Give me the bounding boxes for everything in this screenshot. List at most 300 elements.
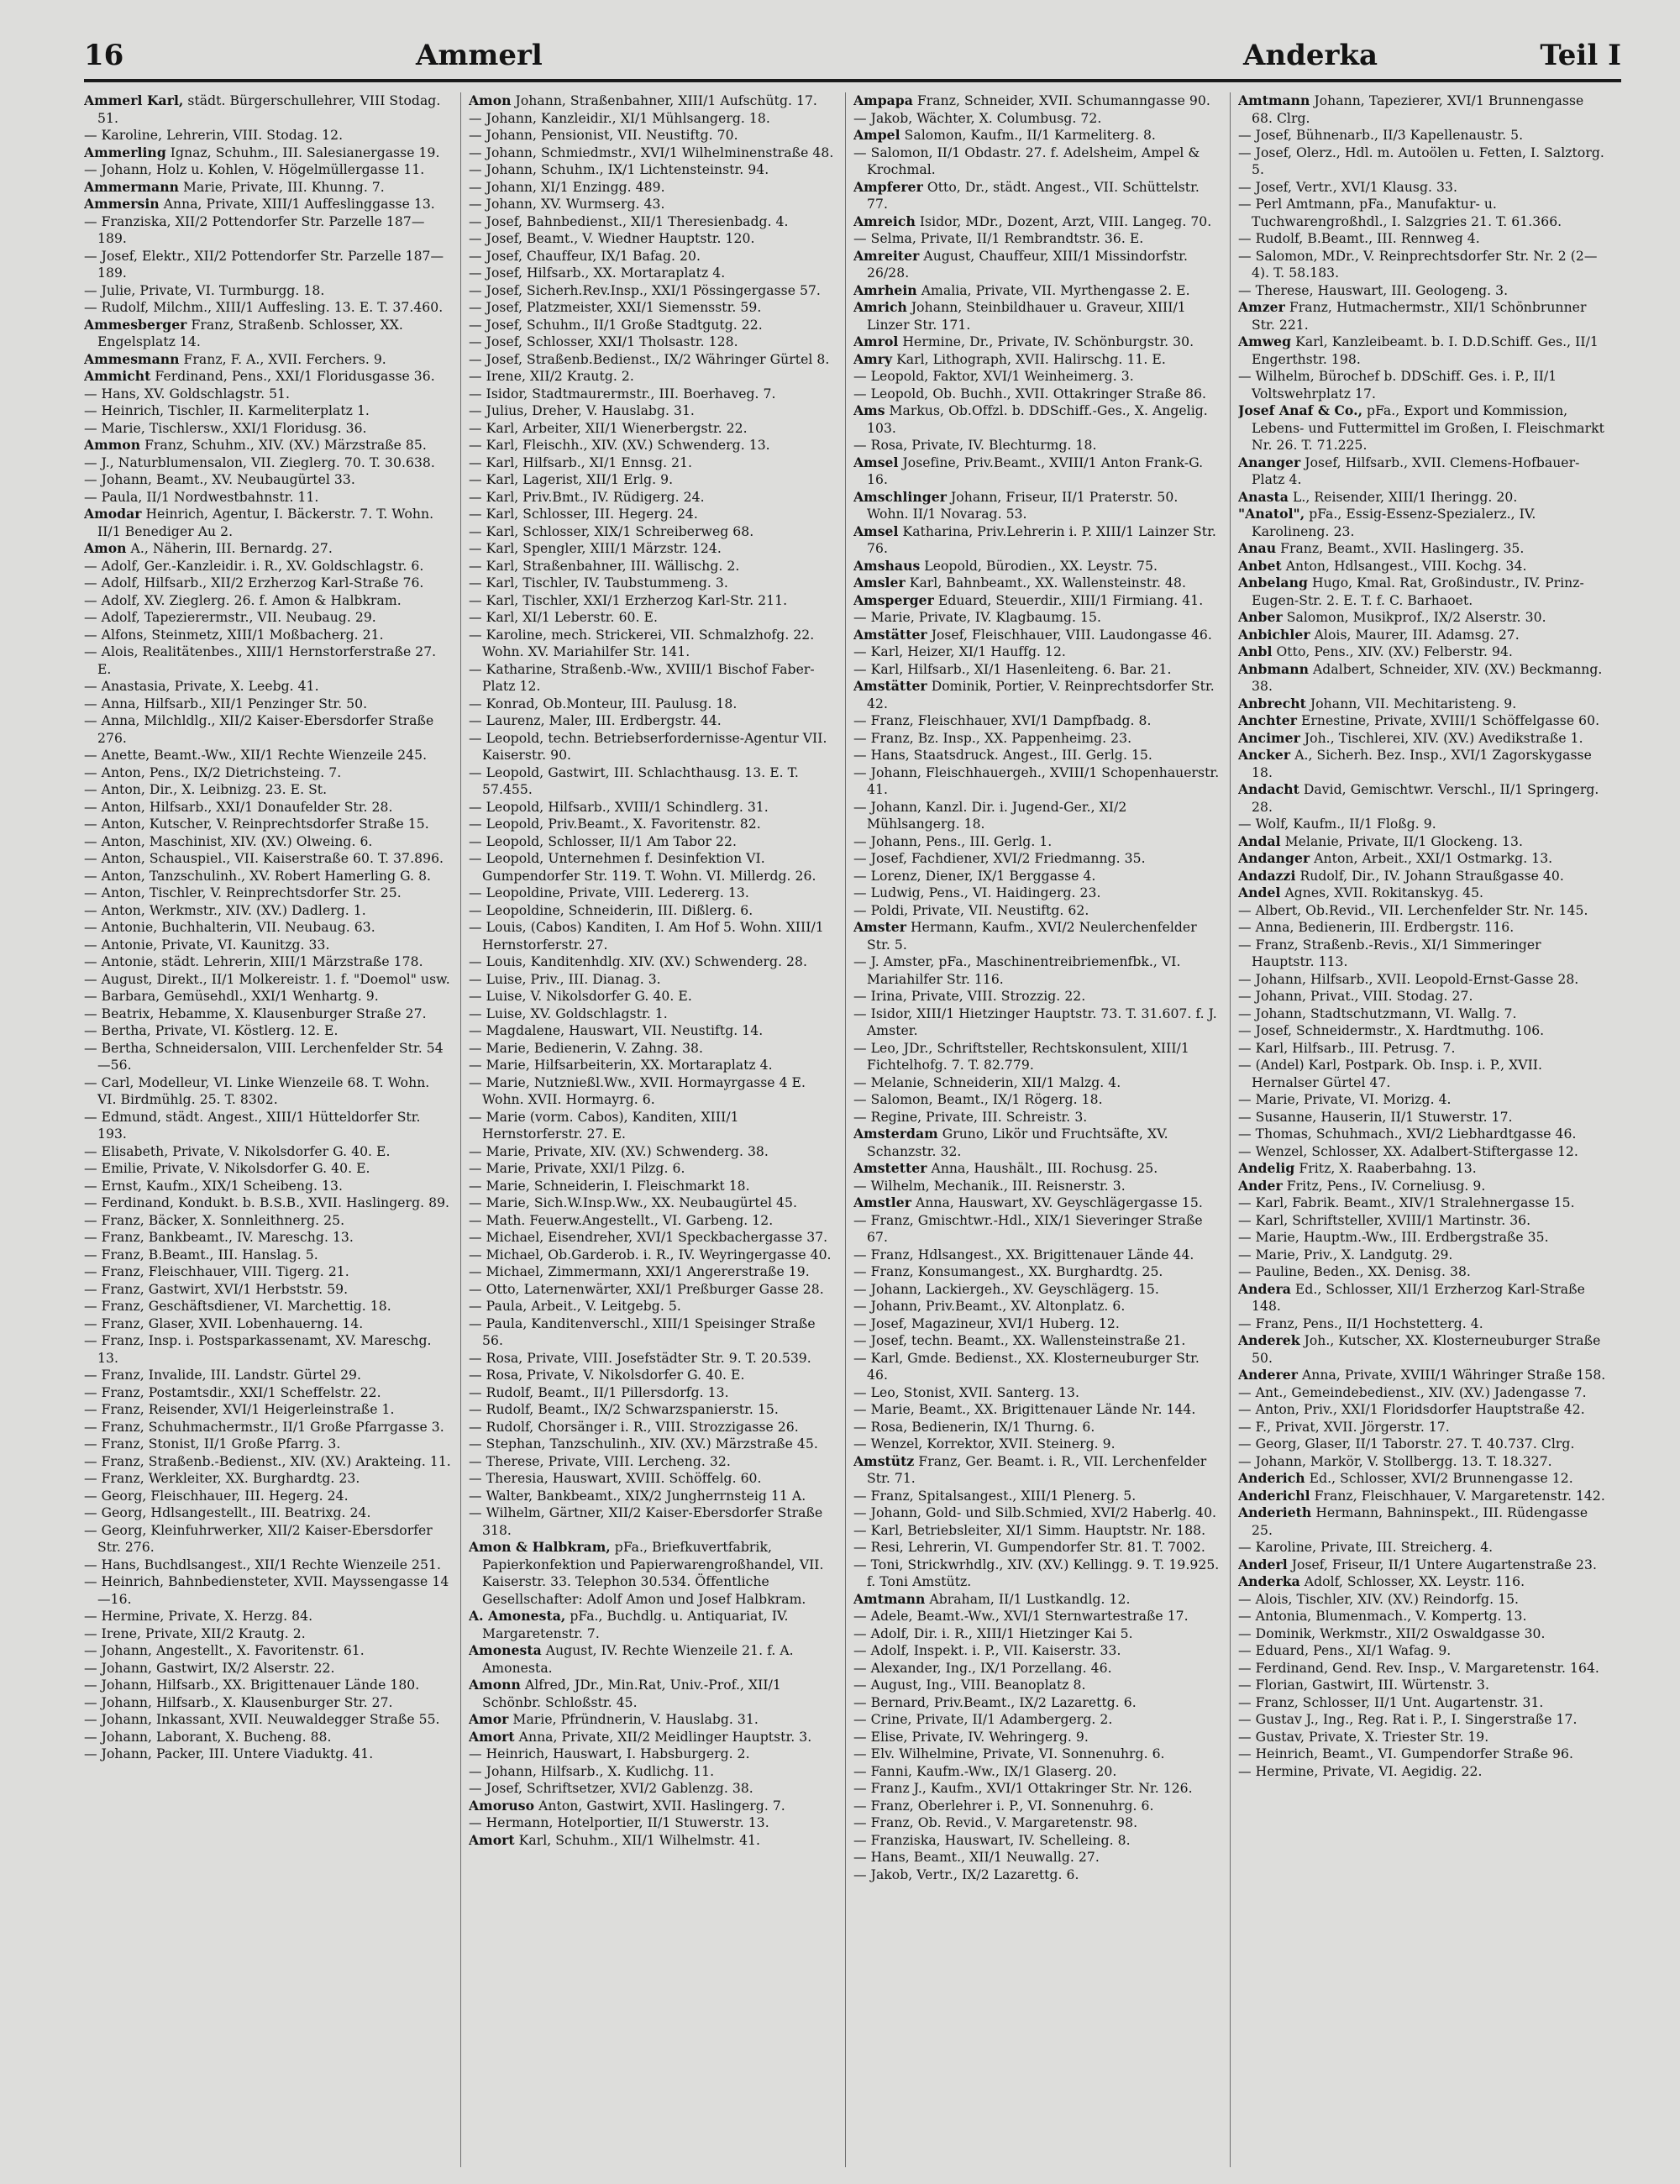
directory-entry (1238, 781, 1606, 816)
directory-entry (1238, 833, 1606, 851)
entry-details: — Johann, Kanzleidir., XI/1 Mühlsangerg. 18. (469, 110, 770, 126)
entry-details: Johann, Tapezierer, XVI/1 Brunnengasse 68. Clrg. (1252, 93, 1584, 126)
entry-details: — Leo, Stonist, XVII. Santerg. 13. (853, 1384, 1079, 1400)
directory-entry (469, 1832, 837, 1850)
entry-details: — Anton, Maschinist, XIV. (XV.) Olweing. 6. (84, 833, 373, 849)
directory-entry (853, 661, 1221, 679)
directory-entry (1238, 540, 1606, 558)
entry-surname: Amstetter (853, 1160, 927, 1176)
directory-entry (84, 609, 452, 627)
entry-details: — Anton, Pens., IX/2 Dietrichsteing. 7. (84, 764, 342, 780)
directory-entry (853, 230, 1221, 248)
entry-details: — Leopold, Ob. Buchh., XVII. Ottakringer Straße 86. (853, 386, 1207, 402)
entry-details: — Emilie, Private, V. Nikolsdorfer G. 40. E. (84, 1161, 370, 1176)
directory-entry (469, 971, 837, 989)
entry-details: — Albert, Ob.Revid., VII. Lerchenfelder Str. Nr. 145. (1238, 902, 1588, 918)
directory-entry (84, 1005, 452, 1023)
directory-entry (853, 1126, 1221, 1160)
directory-entry (84, 386, 452, 403)
directory-entry (469, 833, 837, 851)
entry-surname: Amort (469, 1831, 515, 1848)
directory-entry (84, 1625, 452, 1643)
entry-details: — Theresia, Hauswart, XVIII. Schöffelg. 60. (469, 1471, 762, 1486)
entry-details: — Johann, Stadtschutzmann, VI. Wallg. 7. (1238, 1005, 1517, 1021)
entry-details: Ed., Schlosser, XII/1 Erzherzog Karl-Straße 148. (1252, 1281, 1585, 1314)
entry-details: — Michael, Eisendreher, XVI/1 Speckbachergasse 37. (469, 1230, 828, 1245)
directory-entry (84, 764, 452, 782)
directory-entry (853, 144, 1221, 179)
entry-details: — Adolf, Inspekt. i. P., VII. Kaiserstr. 33. (853, 1643, 1121, 1658)
directory-entry (84, 489, 452, 507)
entry-details: — Leopold, Hilfsarb., XVIII/1 Schindlerg. 31. (469, 799, 769, 815)
entry-details: städt. Bürgerschullehrer, VIII Stodag. 51. (97, 93, 441, 126)
entry-details: — Poldi, Private, VII. Neustiftg. 62. (853, 902, 1089, 918)
directory-entry (469, 333, 837, 351)
left-keyword: Ammerl (416, 39, 543, 72)
directory-entry (853, 730, 1221, 748)
directory-entry (1238, 1470, 1606, 1488)
entry-details: — Toni, Strickwrhdlg., XIV. (XV.) Kellingg. 9. T. 19.925. f. Toni Amstütz. (853, 1557, 1220, 1589)
directory-entry (469, 558, 837, 575)
entry-details: — Leo, JDr., Schriftsteller, Rechtskonsulent, XIII/1 Fichtelhofg. 7. T. 82.779. (853, 1040, 1189, 1073)
entry-details: — Marie, Tischlersw., XXI/1 Floridusg. 36. (84, 420, 367, 436)
entry-details: Katharina, Priv.Lehrerin i. P. XIII/1 Lainzer Str. 76. (867, 523, 1216, 556)
entry-details: — Hans, Beamt., XII/1 Neuwallg. 27. (853, 1850, 1100, 1865)
entry-details: — Josef, Sicherh.Rev.Insp., XXI/1 Pössingergasse 57. (469, 282, 821, 298)
entry-surname: Anasta (1238, 488, 1289, 505)
entry-surname: Amonesta (469, 1642, 542, 1658)
entry-details: — Heinrich, Hauswart, I. Habsburgerg. 2. (469, 1746, 750, 1761)
directory-entry (469, 144, 837, 162)
directory-entry (853, 919, 1221, 953)
directory-entry (1238, 127, 1606, 144)
directory-entry (84, 1608, 452, 1625)
directory-entry (84, 1298, 452, 1315)
directory-entry (84, 833, 452, 851)
entry-details: — Therese, Private, VIII. Lercheng. 32. (469, 1453, 731, 1469)
entry-details: — Antonie, städt. Lehrerin, XIII/1 Märzstraße 178. (84, 954, 423, 969)
directory-entry (469, 1298, 837, 1315)
entry-details: — Rudolf, Chorsänger i. R., VIII. Strozzigasse 26. (469, 1419, 799, 1435)
entry-details: Franz, Beamt., XVII. Haslingerg. 35. (1276, 541, 1525, 556)
entry-details: Anna, Private, XVIII/1 Währinger Straße 158. (1297, 1368, 1606, 1383)
directory-entry (84, 1642, 452, 1660)
directory-entry (469, 953, 837, 971)
entry-details: — Karl, XI/1 Leberstr. 60. E. (469, 610, 658, 625)
entry-details: — Beatrix, Hebamme, X. Klausenburger Straße 27. (84, 1005, 427, 1021)
directory-entry (469, 1642, 837, 1677)
entry-details: — Franz, Spitalsangest., XIII/1 Plenerg. 5. (853, 1488, 1137, 1504)
directory-entry (84, 196, 452, 213)
entry-details: — Johann, Hilfsarb., XVII. Leopold-Ernst-Gasse 28. (1238, 971, 1579, 987)
entry-details: — Johann, Markör, V. Stollbergg. 13. T. 18.327. (1238, 1453, 1552, 1469)
entry-details: — Johann, Pensionist, VII. Neustiftg. 70. (469, 128, 738, 143)
entry-details: — Alois, Tischler, XIV. (XV.) Reindorfg. 15. (1238, 1591, 1520, 1607)
entry-details: Fritz, Pens., IV. Corneliusg. 9. (1282, 1178, 1486, 1194)
column-3 (853, 92, 1221, 2167)
entry-surname: Ammesmann (84, 350, 180, 367)
directory-entry (469, 1194, 837, 1212)
directory-entry (469, 368, 837, 386)
directory-entry (1238, 730, 1606, 748)
entry-details: — Johann, Schmiedmstr., XVI/1 Wilhelminenstraße 48. (469, 144, 834, 160)
entry-details: — Johann, Fleischhauergeh., XVIII/1 Schopenhauerstr. 41. (853, 764, 1220, 797)
directory-entry (1238, 1022, 1606, 1040)
directory-entry (1238, 1057, 1606, 1091)
entry-details: — Johann, Pens., III. Gerlg. 1. (853, 833, 1053, 849)
entry-details: — (Andel) Karl, Postpark. Ob. Insp. i. P., XVII. Hernalser Gürtel 47. (1238, 1058, 1543, 1090)
entry-details: Alfred, JDr., Min.Rat, Univ.-Prof., XII/1 Schönbr. Schloßstr. 45. (482, 1677, 781, 1710)
directory-entry (1238, 1591, 1606, 1609)
directory-entry (469, 248, 837, 265)
directory-entry (469, 506, 837, 523)
entry-details: Otto, Pens., XIV. (XV.) Felberstr. 94. (1272, 644, 1513, 659)
directory-entry (469, 1178, 837, 1195)
entry-surname: Ams (853, 402, 885, 418)
directory-entry (84, 1212, 452, 1230)
entry-surname: Amschlinger (853, 488, 947, 505)
entry-details: — Laurenz, Maler, III. Erdbergstr. 44. (469, 713, 722, 728)
directory-entry (469, 127, 837, 144)
directory-entry (1238, 1573, 1606, 1591)
entry-details: — Johann, Lackiergeh., XV. Geyschlägerg. 15. (853, 1281, 1159, 1297)
entry-details: Heinrich, Agentur, I. Bäckerstr. 7. T. Wohn. II/1 Benediger Au 2. (97, 507, 434, 539)
entry-details: Johann, VII. Mechitaristeng. 9. (1305, 696, 1517, 711)
entry-surname: Amodar (84, 506, 142, 522)
directory-entry (1238, 1557, 1606, 1574)
directory-entry (84, 627, 452, 644)
directory-entry (853, 1522, 1221, 1540)
directory-entry (1238, 885, 1606, 902)
entry-details: Franz, Schneider, XVII. Schumanngasse 90. (912, 93, 1210, 108)
entry-surname: Amstätter (853, 626, 927, 643)
entry-details: — Anna, Hilfsarb., XII/1 Penzinger Str. 50. (84, 696, 368, 711)
directory-entry (853, 1281, 1221, 1299)
directory-entry (469, 1160, 837, 1178)
directory-entry (84, 1660, 452, 1677)
directory-entry (1238, 179, 1606, 197)
directory-entry (469, 540, 837, 558)
directory-entry (84, 402, 452, 420)
directory-entry (853, 1866, 1221, 1884)
entry-details: Karl, Schuhm., XII/1 Wilhelmstr. 41. (514, 1832, 761, 1848)
directory-entry (469, 282, 837, 300)
entry-details: Alois, Maurer, III. Adamsg. 27. (1310, 627, 1520, 643)
entry-details: — J., Naturblumensalon, VII. Zieglerg. 70. T. 30.638. (84, 454, 435, 470)
directory-entry (84, 1573, 452, 1608)
entry-details: — Magdalene, Hauswart, VII. Neustiftg. 14. (469, 1023, 764, 1038)
entry-details: — Thomas, Schuhmach., XVI/2 Liebhardtgasse 46. (1238, 1126, 1577, 1142)
directory-entry (1238, 1367, 1606, 1384)
entry-details: — Georg, Hdlsangestellt., III. Beatrixg. 24. (84, 1505, 371, 1520)
entry-surname: Amreiter (853, 247, 920, 264)
directory-entry (853, 609, 1221, 627)
entry-details: — Crine, Private, II/1 Adambergerg. 2. (853, 1712, 1113, 1727)
directory-entry (853, 885, 1221, 902)
entry-surname: Ancker (1238, 747, 1291, 763)
entry-details: — Hermine, Private, VI. Aegidig. 22. (1238, 1763, 1483, 1779)
directory-entry (853, 712, 1221, 730)
directory-entry (1238, 92, 1606, 127)
entry-details: — Otto, Laternenwärter, XXI/1 Preßburger Gasse 28. (469, 1281, 824, 1297)
entry-details: — Fanni, Kaufm.-Ww., IX/1 Glaserg. 20. (853, 1763, 1117, 1779)
entry-surname: Ammerling (84, 144, 166, 160)
entry-surname: Amry (853, 350, 893, 367)
entry-details: — Leopold, Schlosser, II/1 Am Tabor 22. (469, 833, 737, 849)
entry-details: — Franz, Bz. Insp., XX. Pappenheimg. 23. (853, 730, 1132, 746)
entry-details: — Karl, Spengler, XIII/1 Märzstr. 124. (469, 541, 722, 556)
entry-details: Franz, Hutmachermstr., XII/1 Schönbrunner Str. 221. (1252, 300, 1587, 333)
entry-details: — Elise, Private, IV. Wehringerg. 9. (853, 1729, 1089, 1745)
entry-details: — Rosa, Private, V. Nikolsdorfer G. 40. E. (469, 1368, 745, 1383)
entry-details: — Anton, Tanzschulinh., XV. Robert Hamerling G. 8. (84, 868, 432, 884)
directory-entry (469, 1005, 837, 1023)
entry-surname: Ampapa (853, 92, 913, 108)
directory-entry (853, 764, 1221, 799)
directory-entry (84, 1229, 452, 1247)
directory-entry (84, 1557, 452, 1574)
entry-surname: A. Amonesta, (469, 1608, 566, 1624)
directory-entry (469, 712, 837, 730)
entry-surname: Amort (469, 1728, 515, 1745)
entry-surname: Amoruso (469, 1797, 535, 1814)
entry-surname: Amrhein (853, 281, 917, 298)
entry-surname: Andacht (1238, 781, 1299, 797)
directory-entry (84, 678, 452, 696)
entry-details: — Walter, Bankbeamt., XIX/2 Jungherrnsteig 11 A. (469, 1488, 806, 1504)
directory-entry (469, 1729, 837, 1746)
directory-entry (853, 1694, 1221, 1712)
directory-entry (469, 161, 837, 179)
entry-details: — Adolf, Tapezierermstr., VII. Neubaug. 29. (84, 610, 376, 625)
entry-details: — Marie, Private, XIV. (XV.) Schwenderg. 38. (469, 1143, 769, 1159)
directory-entry (84, 592, 452, 610)
entry-details: — Rosa, Private, VIII. Josefstädter Str. 9. T. 20.539. (469, 1350, 811, 1366)
directory-entry (853, 1298, 1221, 1315)
entry-details: — Rudolf, Milchm., XIII/1 Auffesling. 13. E. T. 37.460. (84, 300, 444, 315)
entry-details: Rudolf, Dir., IV. Johann Straußgasse 40. (1295, 868, 1564, 884)
entry-details: Johann, Friseur, II/1 Praterstr. 50. Wohn. II/1 Novarag. 53. (867, 489, 1179, 522)
entry-details: — Anette, Beamt.-Ww., XII/1 Rechte Wienzeile 245. (84, 748, 428, 763)
entry-details: — Louis, (Cabos) Kanditen, I. Am Hof 5. Wohn. XIII/1 Hernstorferstr. 27. (469, 920, 824, 953)
entry-details: — Ernst, Kaufm., XIX/1 Scheibeng. 13. (84, 1178, 343, 1194)
directory-entry (1238, 937, 1606, 971)
entry-surname: Amon (469, 92, 512, 108)
entry-details: — Johann, Schuhm., IX/1 Lichtensteinstr. 94. (469, 162, 769, 177)
directory-entry (469, 351, 837, 369)
entry-details: — Karoline, Lehrerin, VIII. Stodag. 12. (84, 128, 344, 143)
entry-details: Melanie, Private, II/1 Glockeng. 13. (1280, 833, 1523, 849)
directory-entry (469, 696, 837, 713)
entry-details: — Marie, Private, XXI/1 Pilzg. 6. (469, 1161, 685, 1176)
directory-entry (469, 1608, 837, 1642)
entry-details: — Hermann, Hotelportier, II/1 Stuwerstr. 13. (469, 1815, 769, 1830)
directory-entry (469, 420, 837, 438)
column-2 (469, 92, 837, 2167)
entry-details: — Franz, Bankbeamt., IV. Mareschg. 13. (84, 1230, 354, 1245)
directory-entry (1238, 1401, 1606, 1419)
entry-details: — Marie (vorm. Cabos), Kanditen, XIII/1 Hernstorferstr. 27. E. (469, 1109, 739, 1142)
directory-entry (1238, 747, 1606, 781)
entry-details: — Johann, Gastwirt, IX/2 Alserstr. 22. (84, 1660, 335, 1676)
directory-entry (84, 816, 452, 833)
directory-entry (853, 1763, 1221, 1781)
entry-surname: Anbrecht (1238, 695, 1306, 711)
directory-entry (469, 471, 837, 489)
entry-details: Salomon, Kaufm., II/1 Karmeliterg. 8. (900, 128, 1156, 143)
entry-details: — Josef, Olerz., Hdl. m. Autoölen u. Fetten, I. Salztorg. 5. (1238, 144, 1604, 177)
entry-details: — Hans, Staatsdruck. Angest., III. Gerlg. 15. (853, 748, 1152, 763)
directory-entry (1238, 1539, 1606, 1557)
directory-entry (853, 1746, 1221, 1763)
entry-surname: "Anatol", (1238, 506, 1305, 522)
entry-surname: Ampel (853, 127, 900, 143)
directory-entry (853, 1247, 1221, 1264)
directory-entry (1238, 1281, 1606, 1315)
entry-details: — Johann, Laborant, X. Bucheng. 88. (84, 1729, 332, 1745)
entry-details: — F., Privat, XVII. Jörgerstr. 17. (1238, 1419, 1450, 1435)
directory-entry (84, 1194, 452, 1212)
entry-details: — Franz, Gmischtwr.-Hdl., XIX/1 Sieveringer Straße 67. (853, 1212, 1203, 1245)
entry-details: — Florian, Gastwirt, III. Würtenstr. 3. (1238, 1677, 1490, 1693)
entry-surname: Amreich (853, 213, 916, 229)
entry-details: Anna, Hauswart, XV. Geyschlägergasse 15. (911, 1195, 1203, 1210)
entry-details: Anna, Haushält., III. Rochusg. 25. (927, 1161, 1158, 1176)
entry-details: — Johann, Priv.Beamt., XV. Altonplatz. 6. (853, 1299, 1126, 1314)
directory-entry (84, 1263, 452, 1281)
entry-surname: Amsel (853, 522, 899, 539)
directory-entry (853, 1074, 1221, 1092)
directory-entry (469, 1281, 837, 1299)
directory-entry (853, 523, 1221, 558)
directory-entry (1238, 1315, 1606, 1333)
directory-entry (1238, 1746, 1606, 1763)
entry-details: — Rudolf, B.Beamt., III. Rennweg 4. (1238, 231, 1480, 246)
entry-details: — Marie, Sich.W.Insp.Ww., XX. Neubaugürtel 45. (469, 1195, 797, 1210)
directory-entry (84, 1074, 452, 1109)
entry-details: — Franz, Schuhmachermstr., II/1 Große Pfarrgasse 3. (84, 1419, 444, 1435)
directory-entry (84, 1419, 452, 1436)
entry-details: — Eduard, Pens., XI/1 Wafag. 9. (1238, 1643, 1452, 1658)
directory-entry (1238, 1212, 1606, 1230)
entry-surname: Anau (1238, 540, 1277, 556)
directory-entry (469, 299, 837, 317)
entry-surname: Anbl (1238, 643, 1273, 659)
entry-surname: Anderl (1238, 1556, 1288, 1572)
entry-details: — Irene, Private, XII/2 Krautg. 2. (84, 1625, 306, 1641)
entry-surname: Anber (1238, 609, 1283, 625)
entry-details: — Karl, Tischler, XXI/1 Erzherzog Karl-Str. 211. (469, 592, 788, 608)
directory-entry (469, 1263, 837, 1281)
entry-details: Karl, Lithograph, XVII. Halirschg. 11. E. (892, 351, 1166, 367)
directory-entry (84, 902, 452, 920)
directory-entry (853, 1350, 1221, 1384)
directory-entry (1238, 696, 1606, 713)
entry-details: — Johann, Kanzl. Dir. i. Jugend-Ger., XI/2 Mühlsangerg. 18. (853, 799, 1127, 832)
directory-entry (853, 678, 1221, 712)
entry-details: Hugo, Kmal. Rat, Großindustr., IV. Prinz-Eugen-Str. 2. E. T. f. C. Barhaoet. (1252, 575, 1584, 608)
entry-details: — Wolf, Kaufm., II/1 Floßg. 9. (1238, 816, 1436, 832)
directory-entry (1238, 1488, 1606, 1505)
entry-details: — Karl, Hilfsarb., III. Petrusg. 7. (1238, 1040, 1456, 1056)
entry-details: Josef, Hilfsarb., XVII. Clemens-Hofbauer-Platz 4. (1252, 454, 1580, 487)
entry-surname: Andera (1238, 1280, 1291, 1297)
directory-entry (469, 885, 837, 902)
directory-entry (1238, 1453, 1606, 1471)
directory-entry (84, 299, 452, 317)
entry-details: — Michael, Ob.Garderob. i. R., IV. Weyringergasse 40. (469, 1247, 832, 1263)
entry-details: — Barbara, Gemüsehdl., XXI/1 Wenhartg. 9. (84, 989, 379, 1004)
directory-entry (469, 437, 837, 454)
entry-details: — Franz, Invalide, III. Landstr. Gürtel 29. (84, 1368, 362, 1383)
entry-details: Adalbert, Schneider, XIV. (XV.) Beckmanng. 38. (1252, 661, 1603, 694)
entry-details: — Carl, Modelleur, VI. Linke Wienzeile 68. T. Wohn. VI. Birdmühlg. 25. T. 8302. (84, 1074, 430, 1107)
entry-details: — Wilhelm, Bürochef b. DDSchiff. Ges. i. P., II/1 Voltswehrplatz 17. (1238, 369, 1557, 402)
directory-entry (853, 1401, 1221, 1419)
entry-details: — Franz, Straßenb.-Revis., XI/1 Simmeringer Hauptstr. 113. (1238, 937, 1541, 969)
entry-details: — Dominik, Werkmstr., XII/2 Oswaldgasse 30. (1238, 1625, 1546, 1641)
entry-details: — Marie, Nutznießl.Ww., XVII. Hormayrgasse 4 E. Wohn. XVII. Hormayrg. 6. (469, 1074, 806, 1107)
directory-entry (469, 230, 837, 248)
entry-surname: Amsterdam (853, 1126, 938, 1142)
entry-details: pFa., Buchdlg. u. Antiquariat, IV. Margaretenstr. 7. (482, 1609, 789, 1641)
entry-details: August, IV. Rechte Wienzeile 21. f. A. Amonesta. (482, 1643, 794, 1676)
entry-details: Hermann, Kaufm., XVI/2 Neulerchenfelder Str. 5. (867, 920, 1197, 953)
entry-details: — Regine, Private, III. Schreistr. 3. (853, 1109, 1088, 1125)
directory-entry (84, 161, 452, 179)
directory-entry (853, 1384, 1221, 1402)
directory-entry (853, 368, 1221, 386)
entry-details: — Karl, Arbeiter, XII/1 Wienerbergstr. 22. (469, 420, 748, 436)
directory-entry (853, 1711, 1221, 1729)
directory-entry (469, 1401, 837, 1419)
entry-details: — Alexander, Ing., IX/1 Porzellang. 46. (853, 1660, 1112, 1676)
directory-entry (853, 1332, 1221, 1350)
entry-details: Franz, Schuhm., XIV. (XV.) Märzstraße 85. (140, 438, 427, 453)
entry-details: — Adolf, Ger.-Kanzleidir. i. R., XV. Goldschlagstr. 6. (84, 558, 424, 574)
entry-details: — Elisabeth, Private, V. Nikolsdorfer G. 40. E. (84, 1143, 391, 1159)
entry-details: Fritz, X. Raaberbahng. 13. (1294, 1161, 1477, 1176)
entry-surname: Andanger (1238, 850, 1310, 866)
entry-details: Josef, Fleischhauer, VIII. Laudongasse 46. (927, 627, 1212, 643)
entry-details: — Julie, Private, VI. Turmburgg. 18. (84, 282, 325, 298)
directory-entry (84, 850, 452, 868)
directory-entry (1238, 1384, 1606, 1402)
entry-details: — Johann, Hilfsarb., X. Klausenburger Str. 27. (84, 1694, 393, 1710)
entry-details: — Irene, XII/2 Krautg. 2. (469, 369, 634, 384)
entry-surname: Ananger (1238, 454, 1301, 470)
entry-details: Franz, Straßenb. Schlosser, XX. Engelsplatz 14. (97, 317, 403, 349)
directory-entry (853, 1539, 1221, 1557)
directory-entry (853, 1436, 1221, 1453)
entry-details: — Georg, Fleischhauer, III. Hegerg. 24. (84, 1488, 349, 1504)
entry-details: — Karl, Heizer, XI/1 Hauffg. 12. (853, 644, 1066, 659)
directory-entry (469, 489, 837, 507)
directory-entry (1238, 1005, 1606, 1023)
directory-entry (853, 592, 1221, 610)
entry-details: — Franz, Geschäftsdiener, VI. Marchettig. 18. (84, 1299, 391, 1314)
entry-details: Marie, Pfründnerin, V. Hauslabg. 31. (508, 1712, 759, 1727)
entry-details: — Leopold, Unternehmen f. Desinfektion VI. Gumpendorfer Str. 119. T. Wohn. VI. Millerdg. 26. (469, 851, 816, 884)
directory-entry (469, 1711, 837, 1729)
entry-details: — Johann, Angestellt., X. Favoritenstr. 61. (84, 1643, 365, 1658)
directory-entry (853, 1642, 1221, 1660)
entry-surname: Amor (469, 1711, 509, 1727)
directory-entry (853, 558, 1221, 575)
directory-entry (1238, 575, 1606, 609)
directory-entry (469, 1419, 837, 1436)
entry-details: Joh., Kutscher, XX. Klosterneuburger Straße 50. (1252, 1333, 1601, 1366)
